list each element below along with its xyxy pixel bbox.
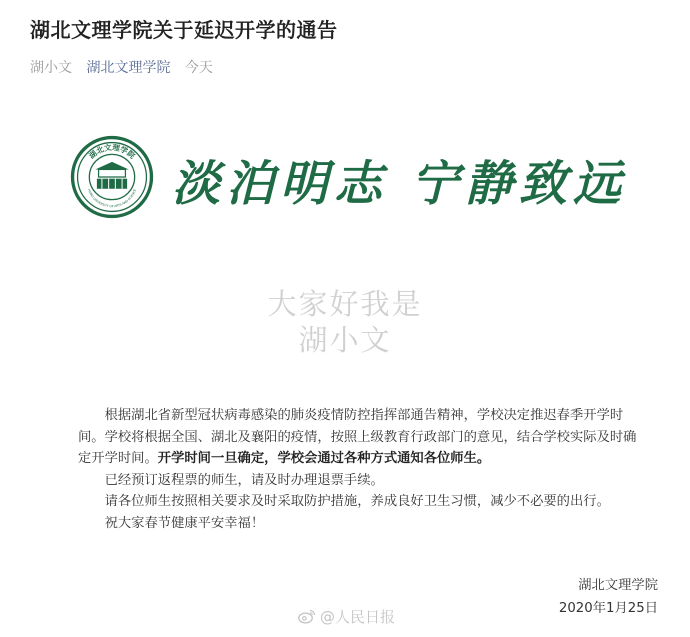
- article-title: 湖北文理学院关于延迟开学的通告: [30, 18, 338, 42]
- seal-en-text: HUBEI UNIVERSITY OF ARTS AND SCIENCE: [86, 188, 138, 209]
- signature-org: 湖北文理学院: [578, 578, 658, 593]
- publish-time: 今天: [184, 60, 213, 76]
- paragraph-3: 请各位师生按照相关要求及时采取防护措施，养成良好卫生习惯，减少不必要的出行。: [104, 494, 610, 509]
- author-name: 湖小文: [30, 60, 72, 76]
- school-banner: [70, 135, 650, 225]
- article-meta: [30, 57, 223, 77]
- announcement-body: [78, 405, 648, 534]
- watermark-text: @人民日报: [320, 608, 396, 626]
- watermark: [298, 606, 395, 627]
- paragraph-4: 祝大家春节健康平安幸福！: [104, 515, 265, 531]
- paragraph-2: 已经预订返程票的师生，请及时办理退票手续。: [104, 472, 384, 488]
- paragraph-1: [78, 405, 648, 470]
- greeting-line-2: 湖小文: [298, 323, 392, 357]
- signature-date: 2020年1月25日: [558, 601, 658, 616]
- greeting-line-1: 大家好我是: [267, 287, 423, 321]
- svg-text:湖北文理学院: [86, 142, 138, 161]
- paragraph-1-text: 根据湖北省新型冠状病毒感染的肺炎疫情防控指挥部通告精神，学校决定推迟春季开学时间。学校将根据全国、湖北及襄阳的疫情，按照上级教育行政部门的意见，结合学校实际及时确定开学时间。: [78, 408, 637, 466]
- paragraph-1-bold: 开学时间一旦确定，学校会通过各种方式通知各位师生。: [157, 451, 491, 466]
- account-link[interactable]: 湖北文理学院: [86, 60, 171, 76]
- school-seal-logo: [70, 135, 154, 219]
- weibo-icon: [298, 609, 316, 624]
- seal-cn-text: 湖北文理学院: [87, 142, 137, 161]
- school-motto: 淡泊明志 宁静致远: [172, 156, 627, 212]
